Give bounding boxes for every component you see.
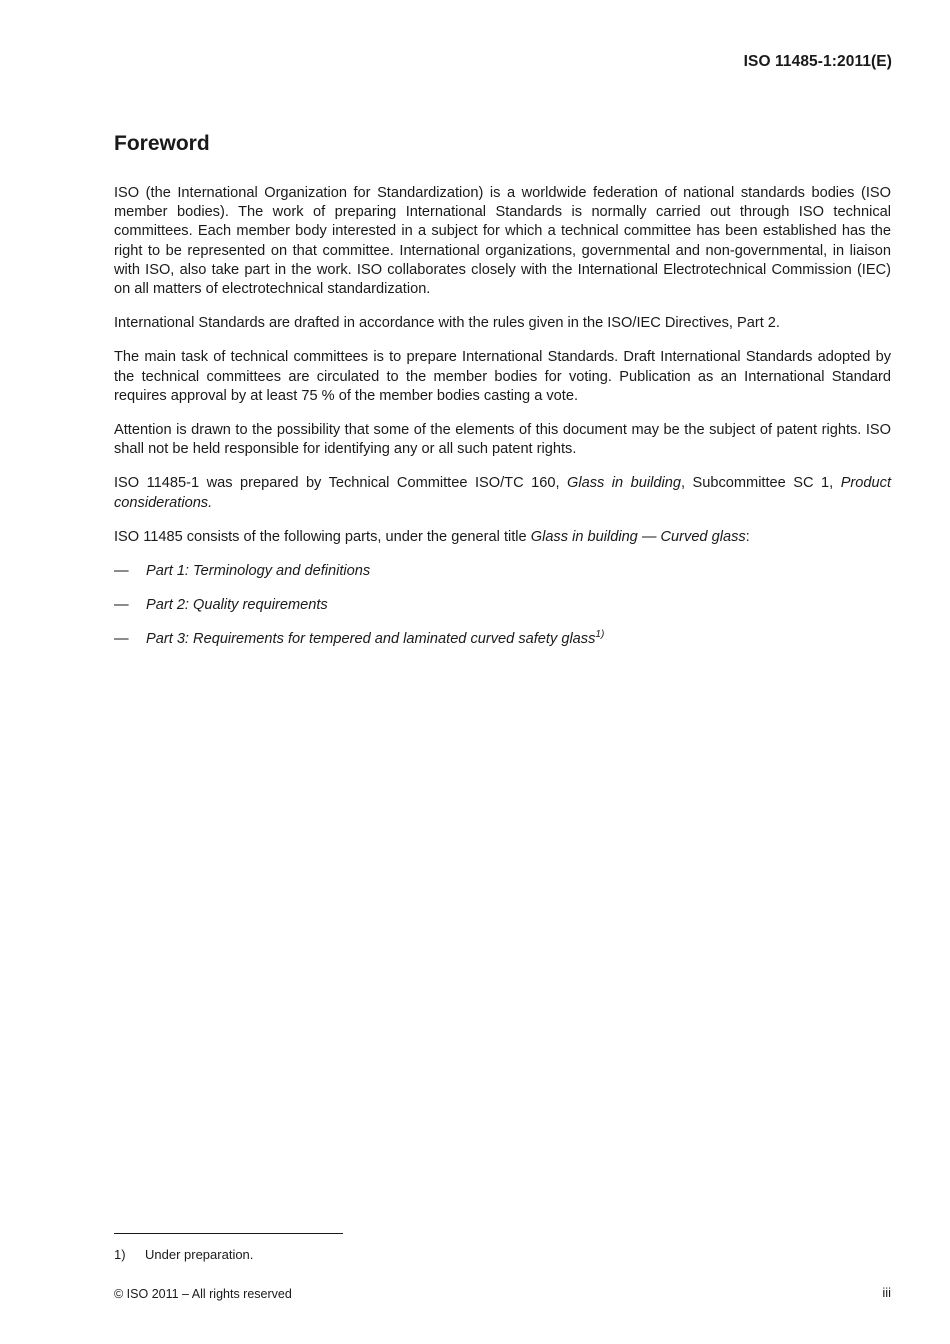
paragraph-technical-committees: The main task of technical committees is to prepare International Standards. Draft International Standards adopted by the technical committees are circulated to the member bodies for voting. Publication as an International Standard requires approval by at least 75 % of the member bodies casting a vote. <box>114 349 891 404</box>
prepared-by-text-1: ISO 11485-1 was prepared by Technical Committee ISO/TC 160, <box>114 475 567 492</box>
parts-intro-italic: Glass in building — Curved glass <box>530 528 746 545</box>
prepared-by-text-2: , Subcommittee SC 1, <box>680 475 841 492</box>
part-label: Part 2: Quality requirements <box>146 597 328 614</box>
paragraph-iso-intro: ISO (the International Organization for Standardization) is a worldwide federation of national standards bodies (ISO member bodies). The work of preparing International Standards is normally carried out through ISO technical committees. Each member body interested in a subject for which a technical committee has been established has the right to be represented on that committee. International organizations, governmental and non-governmental, in liaison with ISO, also take part in the work. ISO collaborates closely with the International Electrotechnical Commission (IEC) on all matters of electrotechnical standardization. <box>114 185 891 298</box>
prepared-by-italic-2: Product considerations. <box>114 475 891 511</box>
foreword-section <box>114 128 891 665</box>
page-number: iii <box>882 1285 891 1300</box>
list-item-part-2 <box>114 596 891 615</box>
copyright-notice: © ISO 2011 – All rights reserved <box>114 1287 292 1301</box>
footnote-number: 1) <box>114 1247 126 1262</box>
document-code: ISO 11485-1:2011(E) <box>743 53 892 70</box>
list-dash: — <box>114 597 129 614</box>
footnote-divider <box>114 1233 343 1234</box>
section-title: Foreword <box>114 132 210 155</box>
prepared-by-italic-1: Glass in building <box>567 475 681 492</box>
paragraph-directives: International Standards are drafted in accordance with the rules given in the ISO/IEC Directives, Part 2. <box>114 315 780 332</box>
part-label: Part 1: Terminology and definitions <box>146 563 371 580</box>
list-item-part-3 <box>114 630 891 649</box>
paragraph-prepared-by <box>114 474 891 512</box>
list-dash: — <box>114 631 129 648</box>
paragraph-parts-intro <box>114 528 891 547</box>
paragraph-patent-rights: Attention is drawn to the possibility that some of the elements of this document may be the subject of patent rights. ISO shall not be held responsible for identifying any or all such patent rights. <box>114 422 891 458</box>
list-dash: — <box>114 563 129 580</box>
parts-intro-text-2: : <box>745 528 750 545</box>
parts-intro-text-1: ISO 11485 consists of the following parts, under the general title <box>114 528 531 545</box>
footnote-text: Under preparation. <box>145 1247 254 1262</box>
footnote <box>114 1246 253 1264</box>
list-item-part-1 <box>114 562 891 581</box>
footnote-reference-link[interactable]: 1) <box>595 629 605 641</box>
part-label: Part 3: Requirements for tempered and laminated curved safety glass <box>146 631 596 648</box>
